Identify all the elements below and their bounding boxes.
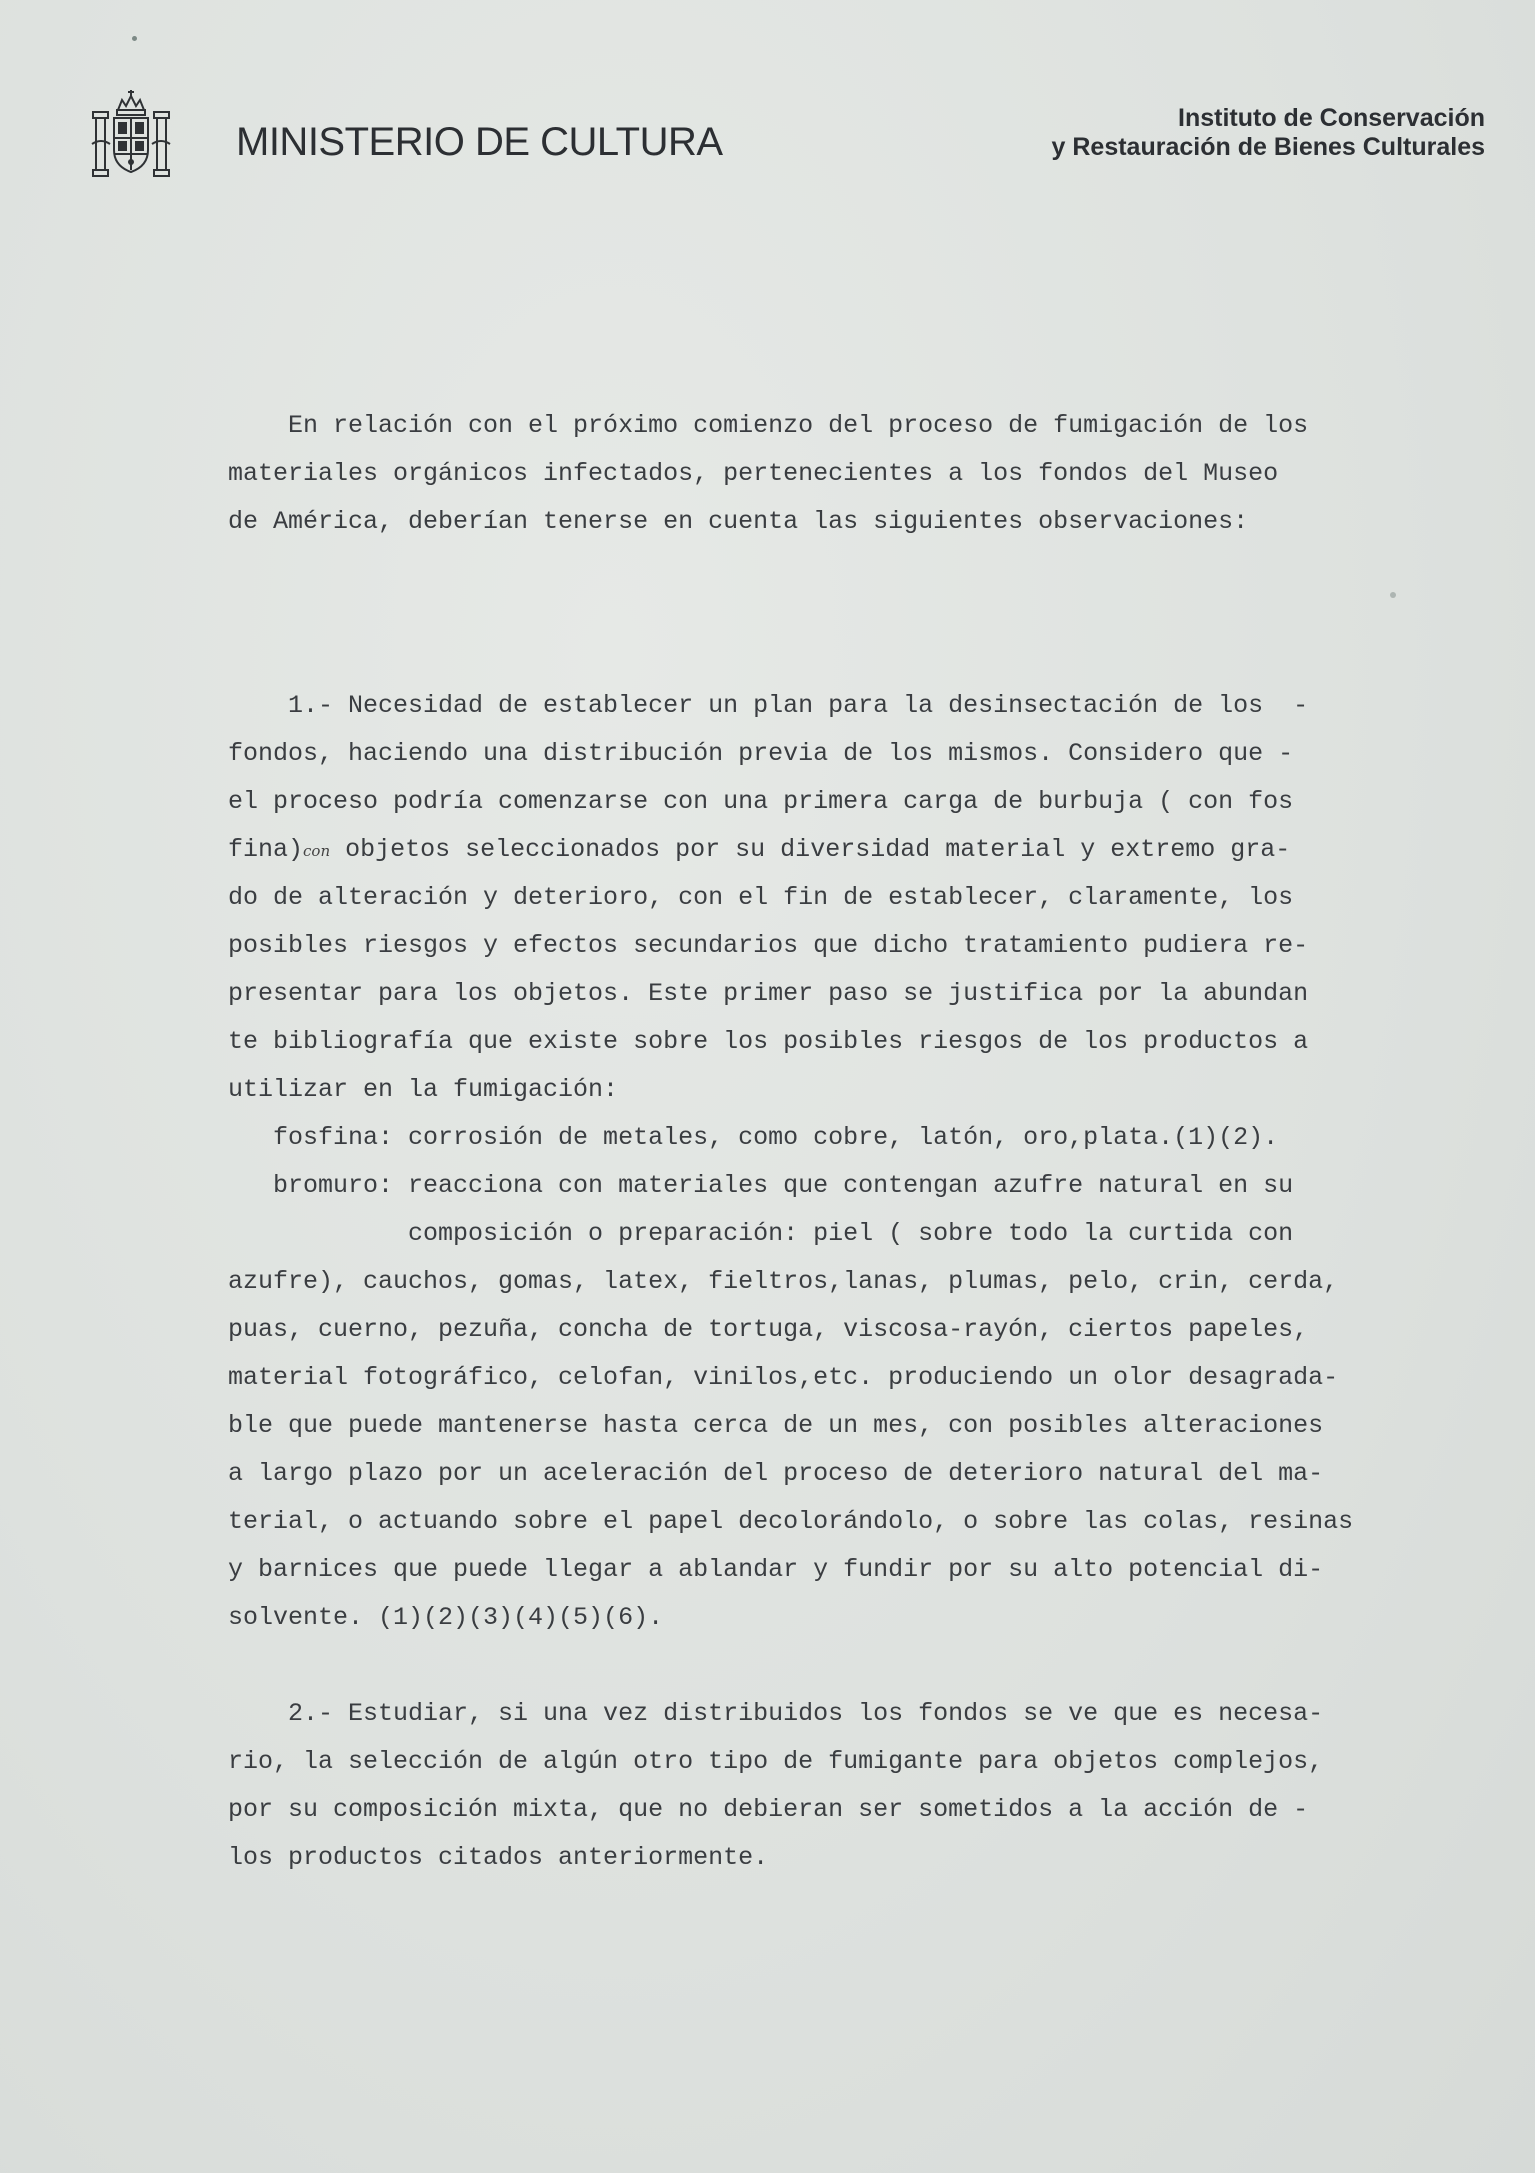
letterhead <box>0 0 1535 200</box>
text-line: de América, deberían tenerse en cuenta las siguientes observaciones: <box>228 507 1249 536</box>
text-line: materiales orgánicos infectados, pertenecientes a los fondos del Museo <box>228 459 1279 488</box>
paper-speck <box>132 36 137 41</box>
text-line: presentar para los objetos. Este primer paso se justifica por la abundan <box>228 979 1309 1008</box>
text-line: y barnices que puede llegar a ablandar y fundir por su alto potencial di- <box>228 1555 1324 1584</box>
text-fragment: objetos seleccionados por su diversidad material y extremo gra- <box>330 835 1291 864</box>
text-line: azufre), cauchos, gomas, latex, fieltros,lanas, plumas, pelo, crin, cerda, <box>228 1267 1339 1296</box>
text-line: por su composición mixta, que no debieran ser sometidos a la acción de - <box>228 1795 1309 1824</box>
text-line: En relación con el próximo comienzo del proceso de fumigación de los <box>228 411 1309 440</box>
text-line: te bibliografía que existe sobre los posibles riesgos de los productos a <box>228 1027 1309 1056</box>
text-line: posibles riesgos y efectos secundarios que dicho tratamiento pudiera re- <box>228 931 1309 960</box>
text-line: 2.- Estudiar, si una vez distribuidos los fondos se ve que es necesa- <box>228 1699 1324 1728</box>
text-line: terial, o actuando sobre el papel decolorándolo, o sobre las colas, resinas <box>228 1507 1354 1536</box>
point-1-paragraph <box>228 682 1398 1642</box>
text-line: ble que puede mantenerse hasta cerca de un mes, con posibles alteraciones <box>228 1411 1324 1440</box>
text-line: puas, cuerno, pezuña, concha de tortuga, viscosa-rayón, ciertos papeles, <box>228 1315 1309 1344</box>
text-line: a largo plazo por un aceleración del proceso de deterioro natural del ma- <box>228 1459 1324 1488</box>
coat-of-arms-icon <box>88 88 174 184</box>
paragraph-spacer <box>228 546 1398 682</box>
bromuro-line: bromuro: reacciona con materiales que contengan azufre natural en su <box>228 1171 1294 1200</box>
text-fragment: fina) <box>228 835 304 864</box>
institute-name <box>1052 104 1485 162</box>
text-line: los productos citados anteriormente. <box>228 1843 769 1872</box>
text-line: utilizar en la fumigación: <box>228 1075 619 1104</box>
text-line: 1.- Necesidad de establecer un plan para la desinsectación de los - <box>228 691 1309 720</box>
paragraph-spacer <box>228 1642 1398 1690</box>
handwritten-insertion: con <box>303 842 331 860</box>
point-2-paragraph <box>228 1690 1398 1882</box>
text-line: rio, la selección de algún otro tipo de fumigante para objetos complejos, <box>228 1747 1324 1776</box>
text-line: fondos, haciendo una distribución previa de los mismos. Considero que - <box>228 739 1294 768</box>
text-line: solvente. (1)(2)(3)(4)(5)(6). <box>228 1603 664 1632</box>
institute-line-2: y Restauración de Bienes Culturales <box>1051 133 1485 161</box>
institute-line-1: Instituto de Conservación <box>1178 104 1485 132</box>
text-line: el proceso podría comenzarse con una primera carga de burbuja ( con fos <box>228 787 1294 816</box>
ministry-name: MINISTERIO DE CULTURA <box>236 120 723 164</box>
fosfina-line: fosfina: corrosión de metales, como cobre, latón, oro,plata.(1)(2). <box>228 1123 1279 1152</box>
text-line: composición o preparación: piel ( sobre todo la curtida con <box>228 1219 1294 1248</box>
paper-speck <box>1390 592 1396 598</box>
text-line: material fotográfico, celofan, vinilos,etc. produciendo un olor desagrada- <box>228 1363 1339 1392</box>
intro-paragraph <box>228 402 1398 546</box>
letter-body <box>228 402 1398 1882</box>
text-line-with-annotation <box>228 826 1398 874</box>
text-line: do de alteración y deterioro, con el fin de establecer, claramente, los <box>228 883 1294 912</box>
